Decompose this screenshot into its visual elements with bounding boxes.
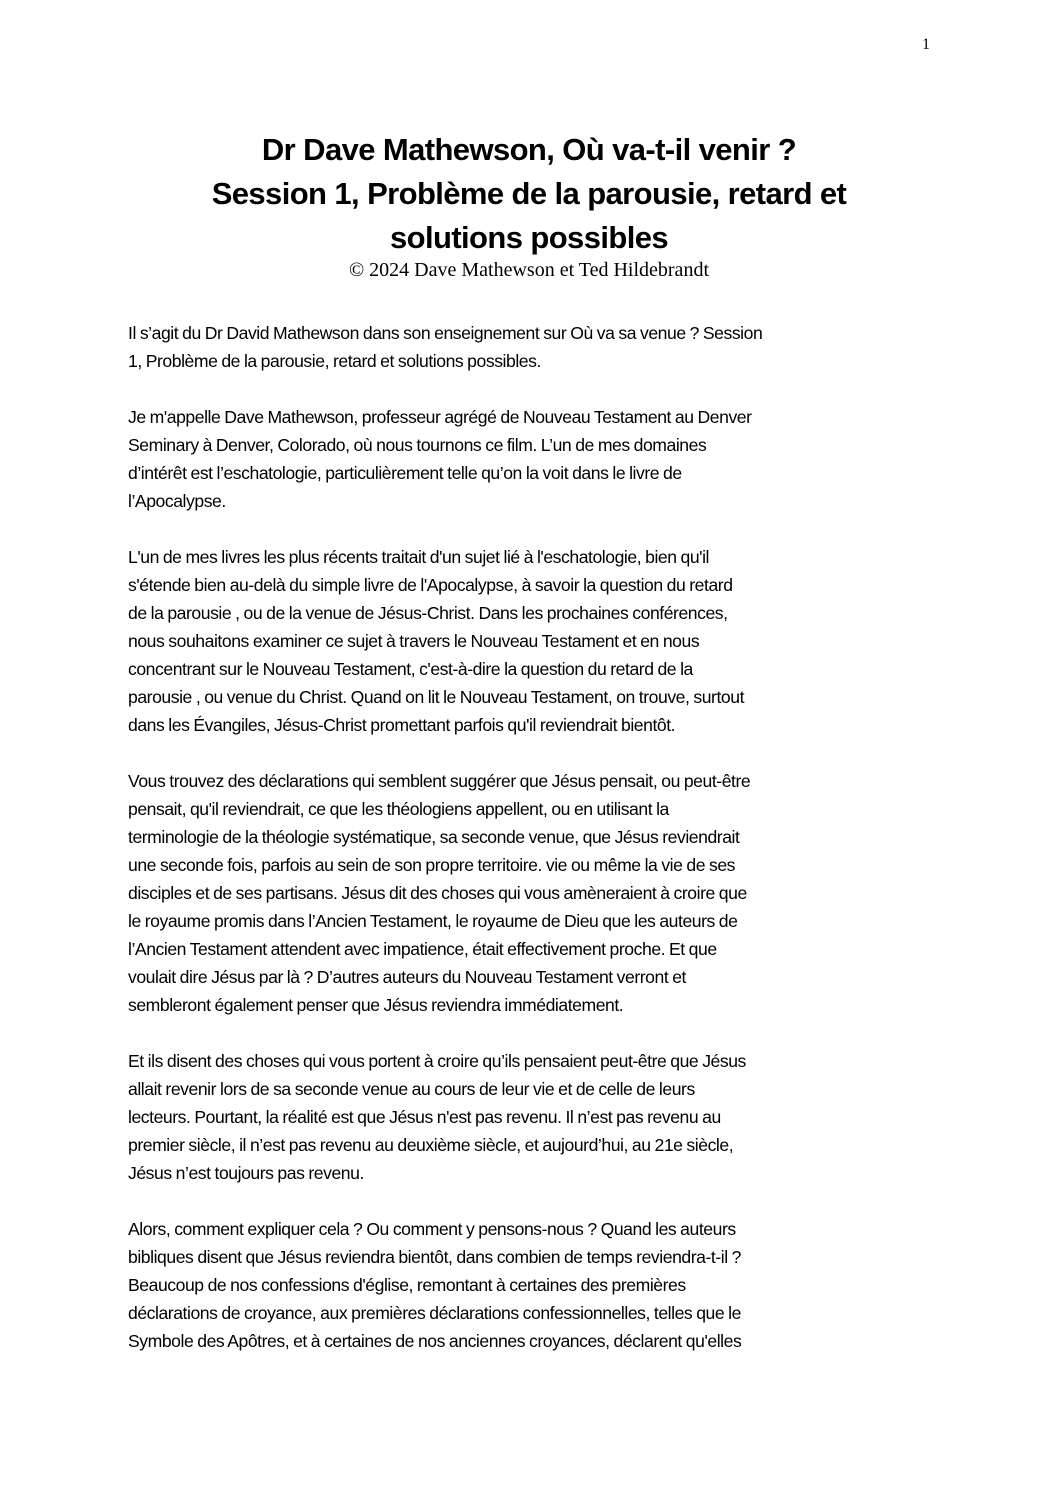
text-line: pensait, qu'il reviendrait, ce que les théologiens appellent, ou en utilisant la: [128, 799, 669, 819]
document-body: [128, 319, 948, 1381]
document-title-line-3: solutions possibles: [390, 220, 668, 255]
text-line: de la parousie , ou de la venue de Jésus-Christ. Dans les prochaines conférences,: [128, 603, 728, 623]
text-line: Beaucoup de nos confessions d'église, remontant à certaines des premières: [128, 1275, 686, 1295]
text-line: lecteurs. Pourtant, la réalité est que Jésus n'est pas revenu. Il n’est pas revenu au: [128, 1107, 721, 1127]
copyright-notice: © 2024 Dave Mathewson et Ted Hildebrandt: [348, 259, 709, 281]
text-line: bibliques disent que Jésus reviendra bientôt, dans combien de temps reviendra-t-il ?: [128, 1247, 741, 1267]
text-line: allait revenir lors de sa seconde venue au cours de leur vie et de celle de leurs: [128, 1079, 695, 1099]
text-line: sembleront également penser que Jésus reviendra immédiatement.: [128, 995, 624, 1015]
text-line: voulait dire Jésus par là ? D’autres auteurs du Nouveau Testament verront et: [128, 967, 686, 987]
text-line: premier siècle, il n’est pas revenu au deuxième siècle, et aujourd’hui, au 21e siècle,: [128, 1135, 734, 1155]
text-line: s'étende bien au-delà du simple livre de l'Apocalypse, à savoir la question du retard: [128, 575, 733, 595]
text-line: 1, Problème de la parousie, retard et solutions possibles.: [128, 351, 541, 371]
text-line: nous souhaitons examiner ce sujet à travers le Nouveau Testament et en nous: [128, 631, 700, 651]
text-line: Il s’agit du Dr David Mathewson dans son enseignement sur Où va sa venue ? Session: [128, 323, 763, 343]
text-line: terminologie de la théologie systématique, sa seconde venue, que Jésus reviendrait: [128, 827, 740, 847]
text-line: l’Ancien Testament attendent avec impatience, était effectivement proche. Et que: [128, 939, 717, 959]
paragraph-reality: [128, 1047, 948, 1187]
text-line: Alors, comment expliquer cela ? Ou comment y pensons-nous ? Quand les auteurs: [128, 1219, 736, 1239]
text-line: concentrant sur le Nouveau Testament, c'est-à-dire la question du retard de la: [128, 659, 693, 679]
text-line: l’Apocalypse.: [128, 491, 226, 511]
text-line: Je m'appelle Dave Mathewson, professeur agrégé de Nouveau Testament au Denver: [128, 407, 752, 427]
text-line: Vous trouvez des déclarations qui semblent suggérer que Jésus pensait, ou peut-être: [128, 771, 751, 791]
text-line: disciples et de ses partisans. Jésus dit des choses qui vous amèneraient à croire que: [128, 883, 747, 903]
page-number: 1: [922, 36, 930, 53]
paragraph-introduction: [128, 319, 948, 375]
text-line: Jésus n’est toujours pas revenu.: [128, 1163, 364, 1183]
text-line: Et ils disent des choses qui vous portent à croire qu’ils pensaient peut-être que Jésus: [128, 1051, 746, 1071]
text-line: parousie , ou venue du Christ. Quand on lit le Nouveau Testament, on trouve, surtout: [128, 687, 745, 707]
document-title-line-2: Session 1, Problème de la parousie, retard et: [211, 176, 847, 211]
document-title-line-1: Dr Dave Mathewson, Où va-t-il venir ?: [261, 132, 797, 167]
paragraph-speaker-bio: [128, 403, 948, 515]
text-line: le royaume promis dans l’Ancien Testament, le royaume de Dieu que les auteurs de: [128, 911, 738, 931]
paragraph-declarations: [128, 767, 948, 1019]
text-line: déclarations de croyance, aux premières déclarations confessionnelles, telles que le: [128, 1303, 741, 1323]
text-line: L'un de mes livres les plus récents traitait d'un sujet lié à l'eschatologie, bien qu'il: [128, 547, 710, 567]
paragraph-questions: [128, 1215, 948, 1355]
text-line: dans les Évangiles, Jésus-Christ promettant parfois qu'il reviendrait bientôt.: [128, 715, 676, 735]
paragraph-book-topic: [128, 543, 948, 739]
text-line: d’intérêt est l’eschatologie, particulièrement telle qu’on la voit dans le livre de: [128, 463, 682, 483]
text-line: Symbole des Apôtres, et à certaines de nos anciennes croyances, déclarent qu'elles: [128, 1331, 742, 1351]
text-line: Seminary à Denver, Colorado, où nous tournons ce film. L’un de mes domaines: [128, 435, 707, 455]
text-line: une seconde fois, parfois au sein de son propre territoire. vie ou même la vie de ses: [128, 855, 736, 875]
document-header: [0, 128, 1058, 282]
